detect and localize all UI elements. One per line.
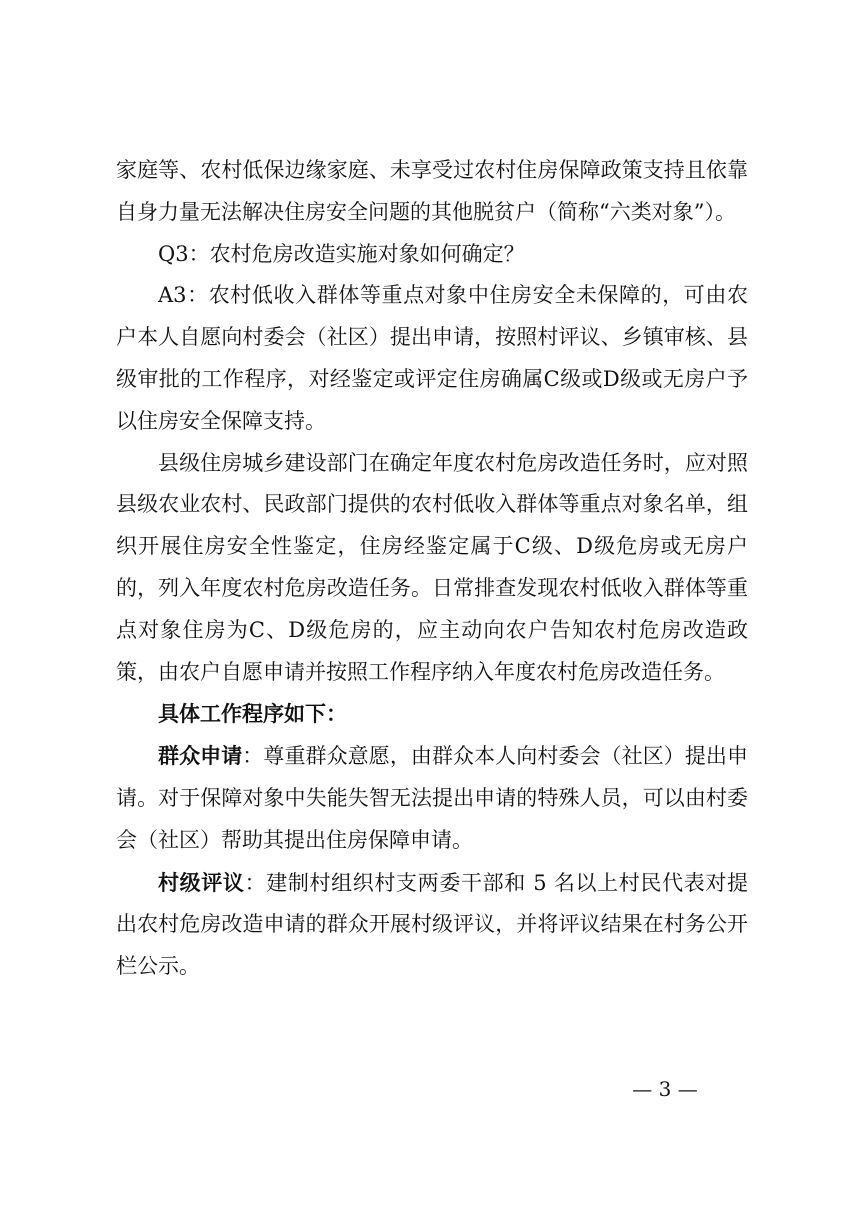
step-text: ：建制村组织村支两委干部和 5 名以上村民代表对提出农村危房改造申请的群众开展村级评议，并将评议结果在村务公开栏公示。 [116,870,748,979]
step-label: 村级评议 [158,869,245,895]
document-body [116,150,748,988]
procedure-heading: 具体工作程序如下： [158,701,347,727]
step-village-review [116,862,748,988]
paragraph-six-types: 家庭等、农村低保边缘家庭、未享受过农村住房保障政策支持且依靠自身力量无法解决住房安全问题的其他脱贫户（简称“六类对象”）。 [116,158,748,224]
page-number: — 3 — [632,1077,698,1101]
paragraph-county-department: 县级住房城乡建设部门在确定年度农村危房改造任务时，应对照县级农业农村、民政部门提供的农村低收入群体等重点对象名单，组织开展住房安全性鉴定，住房经鉴定属于C级、D级危房或无房户的，列入年度农村危房改造任务。日常排查发现农村低收入群体等重点对象住房为C、D级危房的，应主动向农户告知农村危房改造政策，由农户自愿申请并按照工作程序纳入年度农村危房改造任务。 [116,450,748,684]
answer-a3: A3：农村低收入群体等重点对象中住房安全未保障的，可由农户本人自愿向村委会（社区）提出申请，按照村评议、乡镇审核、县级审批的工作程序，对经鉴定或评定住房确属C级或D级或无房户予以住房安全保障支持。 [116,283,748,433]
step-text: ：尊重群众意愿，由群众本人向村委会（社区）提出申请。对于保障对象中失能失智无法提出申请的特殊人员，可以由村委会（社区）帮助其提出住房保障申请。 [116,744,748,852]
question-q3: Q3：农村危房改造实施对象如何确定？ [158,241,525,266]
step-label: 群众申请 [158,743,243,769]
step-mass-application [116,735,748,861]
